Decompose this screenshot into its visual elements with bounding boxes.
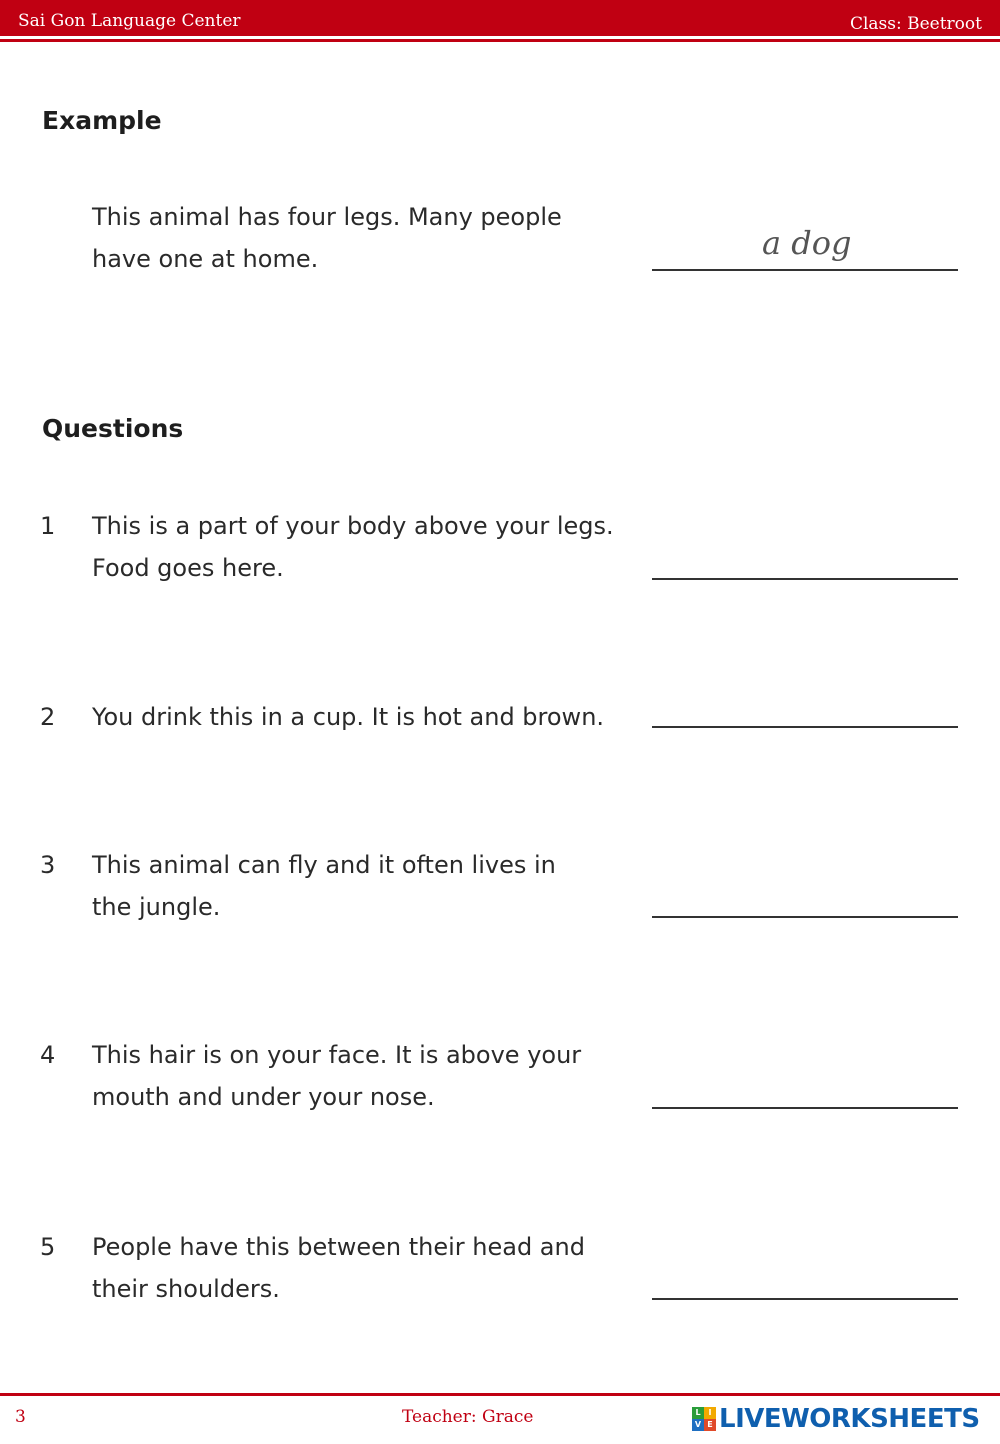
question-number-4: 4: [40, 1041, 56, 1069]
question-3-line-1: This animal can fly and it often lives in: [92, 851, 556, 879]
question-number-3: 3: [40, 851, 56, 879]
header-bar: [0, 0, 1000, 36]
example-answer: a dog: [762, 224, 852, 262]
answer-line-5[interactable]: [652, 1298, 958, 1300]
example-line-2: have one at home.: [92, 245, 319, 273]
question-5-line-2: their shoulders.: [92, 1275, 280, 1303]
example-answer-line: [652, 269, 958, 271]
answer-line-2[interactable]: [652, 726, 958, 728]
question-3-line-2: the jungle.: [92, 893, 221, 921]
logo-text: LIVEWORKSHEETS: [719, 1404, 980, 1434]
school-name: Sai Gon Language Center: [18, 11, 241, 31]
class-label: Class: Beetroot: [849, 14, 982, 34]
question-text-3: [92, 844, 556, 928]
questions-title: Questions: [42, 414, 184, 443]
question-text-4: [92, 1034, 581, 1118]
teacher-name: Teacher: Grace: [402, 1407, 534, 1427]
question-1-line-1: This is a part of your body above your legs.: [92, 512, 614, 540]
question-text-5: [92, 1226, 585, 1310]
question-number-5: 5: [40, 1233, 56, 1261]
question-1-line-2: Food goes here.: [92, 554, 284, 582]
question-number-2: 2: [40, 703, 56, 731]
liveworksheets-logo-icon: L I V E: [692, 1407, 716, 1431]
question-number-1: 1: [40, 512, 56, 540]
question-text-1: [92, 505, 614, 589]
question-2-line-1: You drink this in a cup. It is hot and brown.: [92, 703, 605, 731]
footer-divider: [0, 1393, 1000, 1396]
liveworksheets-logo[interactable]: [692, 1402, 980, 1436]
header-divider: [0, 39, 1000, 42]
answer-line-3[interactable]: [652, 916, 958, 918]
answer-line-4[interactable]: [652, 1107, 958, 1109]
answer-line-1[interactable]: [652, 578, 958, 580]
page-number: 3: [15, 1407, 26, 1427]
question-4-line-2: mouth and under your nose.: [92, 1083, 435, 1111]
question-4-line-1: This hair is on your face. It is above your: [92, 1041, 582, 1069]
example-text: [92, 196, 562, 280]
question-text-2: [92, 696, 604, 738]
example-title: Example: [42, 106, 162, 135]
example-line-1: This animal has four legs. Many people: [92, 203, 562, 231]
question-5-line-1: People have this between their head and: [92, 1233, 585, 1261]
